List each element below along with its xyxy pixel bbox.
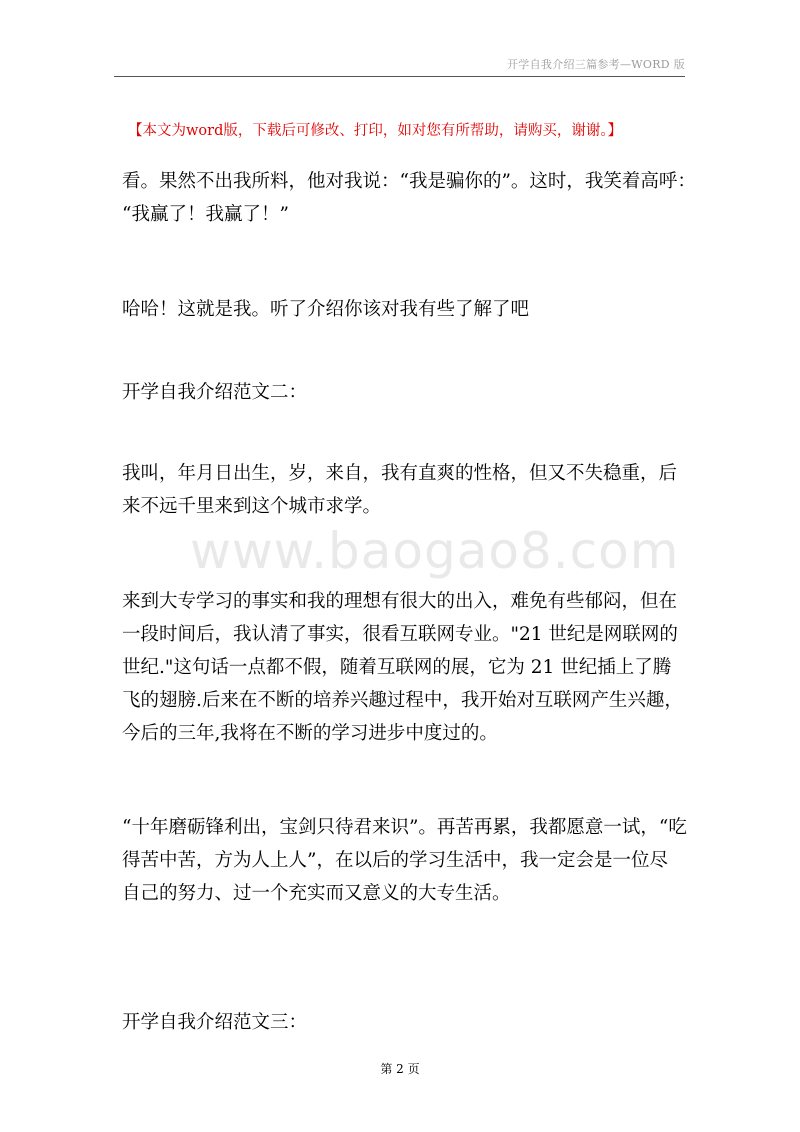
paragraph — [122, 457, 698, 523]
page-number: 第 2 页 — [380, 1062, 420, 1076]
red-notice: 【本文为word版，下载后可修改、打印，如对您有所帮助，请购买，谢谢。】 — [128, 123, 623, 139]
text-line: 飞的翅膀.后来在不断的培养兴趣过程中，我开始对互联网产生兴趣， — [122, 690, 683, 711]
text-line: 来到大专学习的事实和我的理想有很大的出入，难免有些郁闷，但在 — [122, 591, 678, 612]
text-line: 自己的努力、过一个充实而又意义的大专生活。 — [122, 883, 511, 904]
text-line: “十年磨砺锋利出，宝剑只待君来识”。再苦再累，我都愿意一试，“吃 — [122, 817, 687, 838]
text-line: 一段时间后，我认清了事实，很看互联网专业。"21 世纪是网联网的 — [122, 624, 678, 645]
text-line: 世纪."这句话一点都不假，随着互联网的展，它为 21 世纪插上了腾 — [122, 657, 672, 678]
watermark: www.baogao8.com — [190, 522, 680, 580]
header-divider — [114, 76, 685, 77]
paragraph — [122, 811, 698, 910]
section-heading — [122, 1006, 698, 1039]
paragraph — [122, 293, 698, 326]
text-line: 开学自我介绍范文三： — [122, 1012, 308, 1033]
text-line: 看。果然不出我所料，他对我说：“我是骗你的”。这时，我笑着高呼： — [122, 171, 696, 192]
paragraph — [122, 585, 698, 750]
text-line: 开学自我介绍范文二： — [122, 382, 308, 403]
text-line: “我赢了！我赢了！” — [122, 204, 289, 225]
text-line: 今后的三年,我将在不断的学习进步中度过的。 — [122, 723, 498, 744]
text-line: 得苦中苦，方为人上人”，在以后的学习生活中，我一定会是一位尽 — [122, 850, 668, 871]
page-header: 开学自我介绍三篇参考—WORD 版 — [506, 58, 685, 71]
paragraph — [122, 165, 698, 231]
text-line: 我叫，年月日出生，岁，来自，我有直爽的性格，但又不失稳重，后 — [122, 463, 678, 484]
text-line: 哈哈！这就是我。听了介绍你该对我有些了解了吧 — [122, 299, 530, 320]
section-heading — [122, 376, 698, 409]
text-line: 来不远千里来到这个城市求学。 — [122, 496, 382, 517]
